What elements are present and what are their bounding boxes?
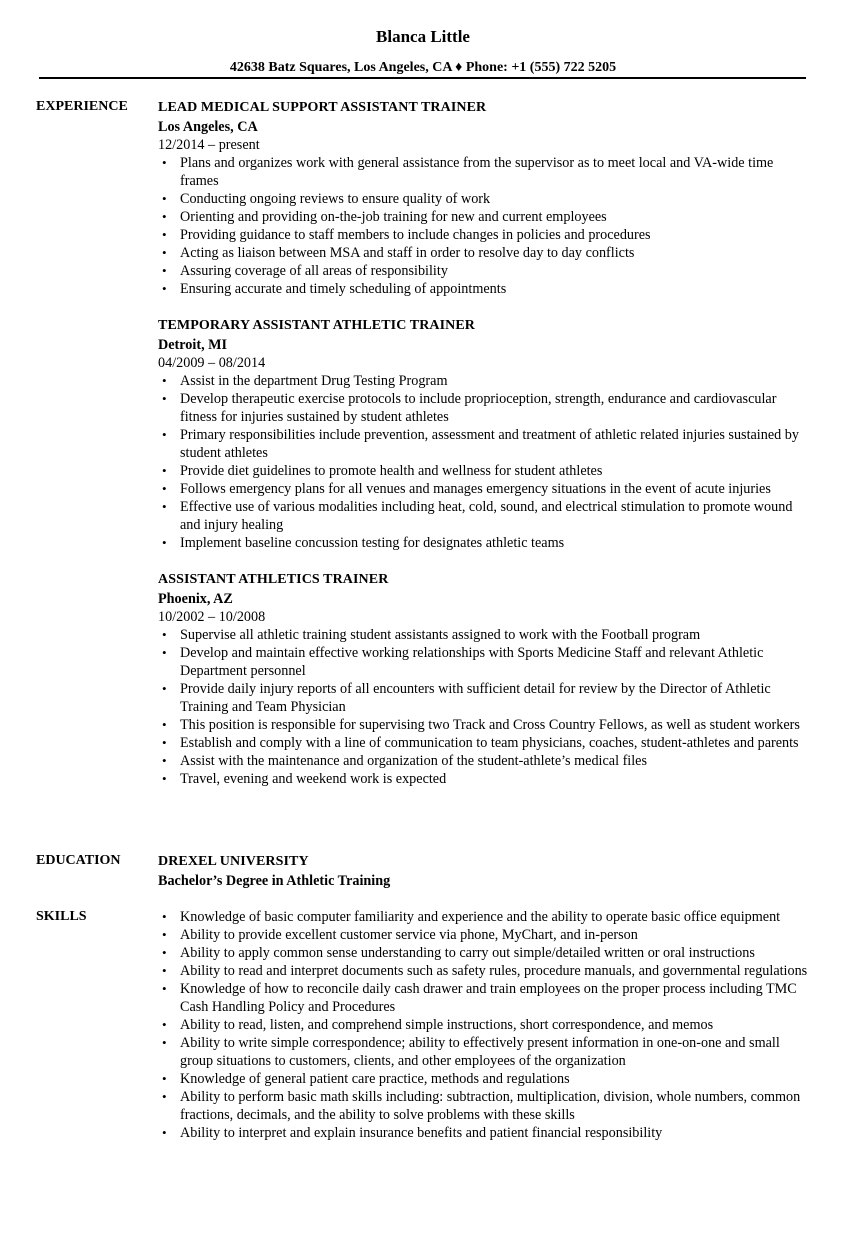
list-item: • Primary responsibilities include prevention, assessment and treatment of athletic related injuries sustained by student athletes [158, 426, 813, 462]
skills-section-label: SKILLS [36, 909, 87, 924]
list-item: • Ensuring accurate and timely scheduling of appointments [158, 280, 813, 298]
list-item: • Knowledge of how to reconcile daily cash drawer and train employees on the proper process including TMC Cash Handling Policy and Procedures [158, 980, 813, 1016]
job-location: Los Angeles, CA [158, 119, 258, 135]
contact-line: 42638 Batz Squares, Los Angeles, CA ♦ Phone: +1 (555) 722 5205 [229, 60, 617, 75]
degree: Bachelor’s Degree in Athletic Training [158, 873, 391, 889]
job-dates: 10/2002 – 10/2008 [158, 609, 266, 625]
job-title: ASSISTANT ATHLETICS TRAINER [158, 572, 389, 587]
job-title: LEAD MEDICAL SUPPORT ASSISTANT TRAINER [158, 100, 487, 115]
job-location: Detroit, MI [158, 337, 228, 353]
list-item: • Develop and maintain effective working relationships with Sports Medicine Staff and relevant Athletic Department personnel [158, 644, 813, 680]
list-item: • Provide diet guidelines to promote health and wellness for student athletes [158, 462, 813, 480]
list-item: • Ability to read, listen, and comprehend simple instructions, short correspondence, and memos [158, 1016, 813, 1034]
education-section-label: EDUCATION [36, 853, 121, 868]
job-title: TEMPORARY ASSISTANT ATHLETIC TRAINER [158, 318, 476, 333]
list-item: • Implement baseline concussion testing for designates athletic teams [158, 534, 813, 552]
list-item: • Ability to interpret and explain insurance benefits and patient financial responsibility [158, 1124, 813, 1142]
job-entry [158, 570, 813, 788]
experience-section [158, 98, 813, 806]
job-dates: 12/2014 – present [158, 137, 260, 153]
list-item: • Provide daily injury reports of all encounters with sufficient detail for review by the Director of Athletic Training and Team Physician [158, 680, 813, 716]
candidate-name: Blanca Little [376, 27, 470, 46]
school-name: DREXEL UNIVERSITY [158, 854, 309, 869]
list-item: • Assuring coverage of all areas of responsibility [158, 262, 813, 280]
list-item: • Effective use of various modalities including heat, cold, sound, and electrical stimulation to promote wound and injury healing [158, 498, 813, 534]
list-item: • Assist with the maintenance and organization of the student-athlete’s medical files [158, 752, 813, 770]
list-item: • Knowledge of general patient care practice, methods and regulations [158, 1070, 813, 1088]
list-item: • Knowledge of basic computer familiarity and experience and the ability to operate basic office equipment [158, 908, 813, 926]
list-item: • Establish and comply with a line of communication to team physicians, coaches, student-athletes and parents [158, 734, 813, 752]
list-item: • Follows emergency plans for all venues and manages emergency situations in the event of acute injuries [158, 480, 813, 498]
experience-section-label: EXPERIENCE [36, 99, 128, 114]
list-item: • Assist in the department Drug Testing Program [158, 372, 813, 390]
list-item: • Ability to read and interpret documents such as safety rules, procedure manuals, and governmental regulations [158, 962, 813, 980]
job-duties-list [158, 154, 813, 298]
list-item: • Supervise all athletic training student assistants assigned to work with the Football program [158, 626, 813, 644]
list-item: • Travel, evening and weekend work is expected [158, 770, 813, 788]
skills-list [158, 908, 813, 1142]
list-item: • This position is responsible for supervising two Track and Cross Country Fellows, as well as student workers [158, 716, 813, 734]
job-duties-list [158, 626, 813, 788]
list-item: • Acting as liaison between MSA and staff in order to resolve day to day conflicts [158, 244, 813, 262]
list-item: • Plans and organizes work with general assistance from the supervisor as to meet local and VA-wide time frames [158, 154, 813, 190]
list-item: • Providing guidance to staff members to include changes in policies and procedures [158, 226, 813, 244]
education-section [158, 852, 813, 890]
job-dates: 04/2009 – 08/2014 [158, 355, 266, 371]
list-item: • Ability to apply common sense understanding to carry out simple/detailed written or oral instructions [158, 944, 813, 962]
list-item: • Ability to write simple correspondence; ability to effectively present information in one-on-one and small group situations to customers, clients, and other employees of the organization [158, 1034, 813, 1070]
skills-section [158, 908, 813, 1142]
list-item: • Conducting ongoing reviews to ensure quality of work [158, 190, 813, 208]
job-entry [158, 316, 813, 552]
header-divider [39, 77, 806, 79]
job-entry [158, 98, 813, 298]
list-item: • Orienting and providing on-the-job training for new and current employees [158, 208, 813, 226]
job-location: Phoenix, AZ [158, 591, 233, 607]
job-duties-list [158, 372, 813, 552]
list-item: • Develop therapeutic exercise protocols to include proprioception, strength, endurance and cardiovascular fitness for injuries sustained by student athletes [158, 390, 813, 426]
list-item: • Ability to perform basic math skills including: subtraction, multiplication, division, whole numbers, common fractions, decimals, and the ability to solve problems with these skills [158, 1088, 813, 1124]
list-item: • Ability to provide excellent customer service via phone, MyChart, and in-person [158, 926, 813, 944]
